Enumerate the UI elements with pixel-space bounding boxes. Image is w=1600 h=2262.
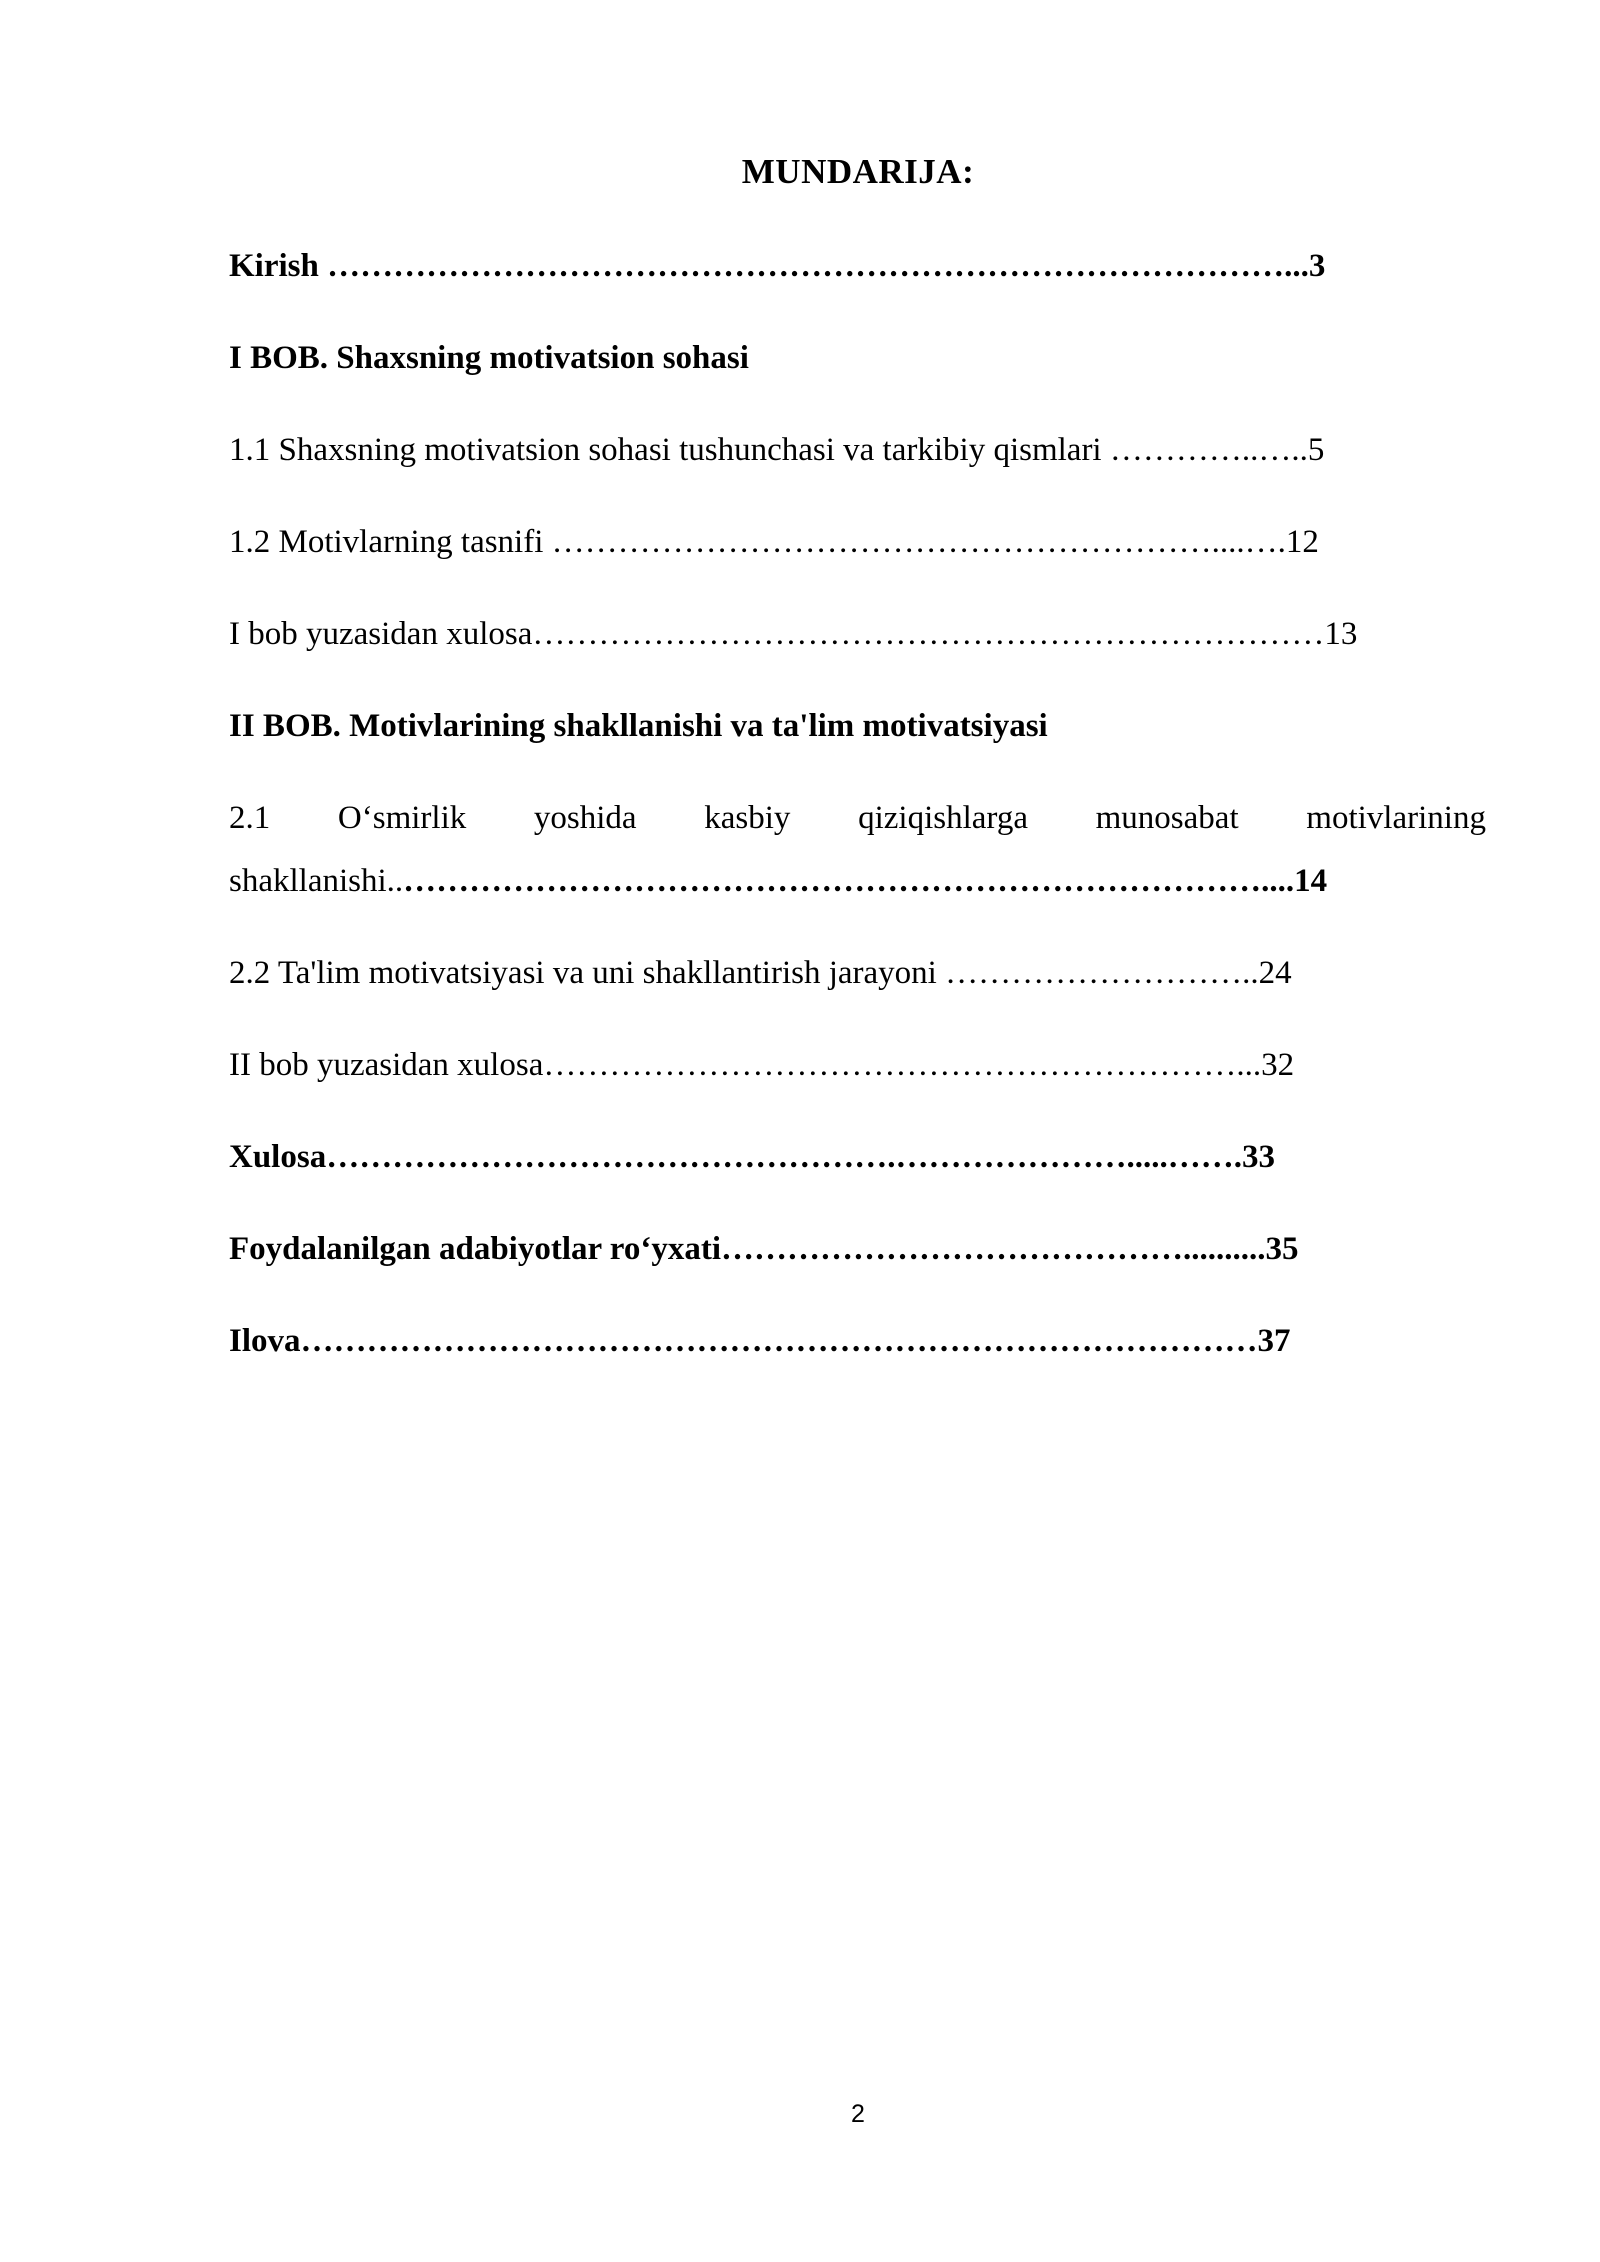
toc-entry-kirish: Kirish ……………………………………………………………………………...3 — [229, 248, 1326, 284]
toc-chapter-1-heading: I BOB. Shaxsning motivatsion sohasi — [229, 340, 749, 376]
toc-entry-references: Foydalanilgan adabiyotlar ro‘yxati……………………………………..........35 — [229, 1231, 1299, 1267]
toc-word: munosabat — [1095, 800, 1239, 836]
toc-entry-chapter-1-conclusion: I bob yuzasidan xulosa………………………………………………………………13 — [229, 616, 1358, 652]
toc-entry-1-1: 1.1 Shaxsning motivatsion sohasi tushunchasi va tarkibiy qismlari …………..…..5 — [229, 432, 1325, 468]
toc-entry-ilova: Ilova……………………………………………………………………………37 — [229, 1323, 1291, 1359]
toc-entry-2-1-line1 — [229, 798, 1486, 838]
toc-word: kasbiy — [704, 800, 791, 836]
toc-word: yoshida — [533, 800, 637, 836]
toc-entry-1-2: 1.2 Motivlarning tasnifi ……………………………………………………....….12 — [229, 524, 1319, 560]
toc-word: qiziqishlarga — [858, 800, 1028, 836]
toc-word: motivlarining — [1306, 800, 1486, 836]
toc-chapter-2-heading: II BOB. Motivlarining shakllanishi va ta'lim motivatsiyasi — [229, 708, 1048, 744]
toc-entry-2-1-line2 — [229, 861, 1479, 901]
toc-entry-2-1-dots: ……………………………………………………………………....14 — [403, 863, 1328, 899]
page-title: MUNDARIJA: — [741, 152, 975, 191]
page-number: 2 — [851, 2100, 865, 2128]
toc-word: 2.1 — [229, 800, 271, 836]
toc-word: O‘smirlik — [337, 800, 467, 836]
toc-entry-2-1-text: shakllanishi.. — [229, 863, 404, 899]
toc-entry-2-2: 2.2 Ta'lim motivatsiyasi va uni shakllantirish jarayoni ………………………..24 — [229, 955, 1292, 991]
toc-entry-xulosa: Xulosa…………………………………………….………………….....…….33 — [229, 1139, 1275, 1175]
toc-entry-chapter-2-conclusion: II bob yuzasidan xulosa………………………………………………………...32 — [229, 1047, 1295, 1083]
